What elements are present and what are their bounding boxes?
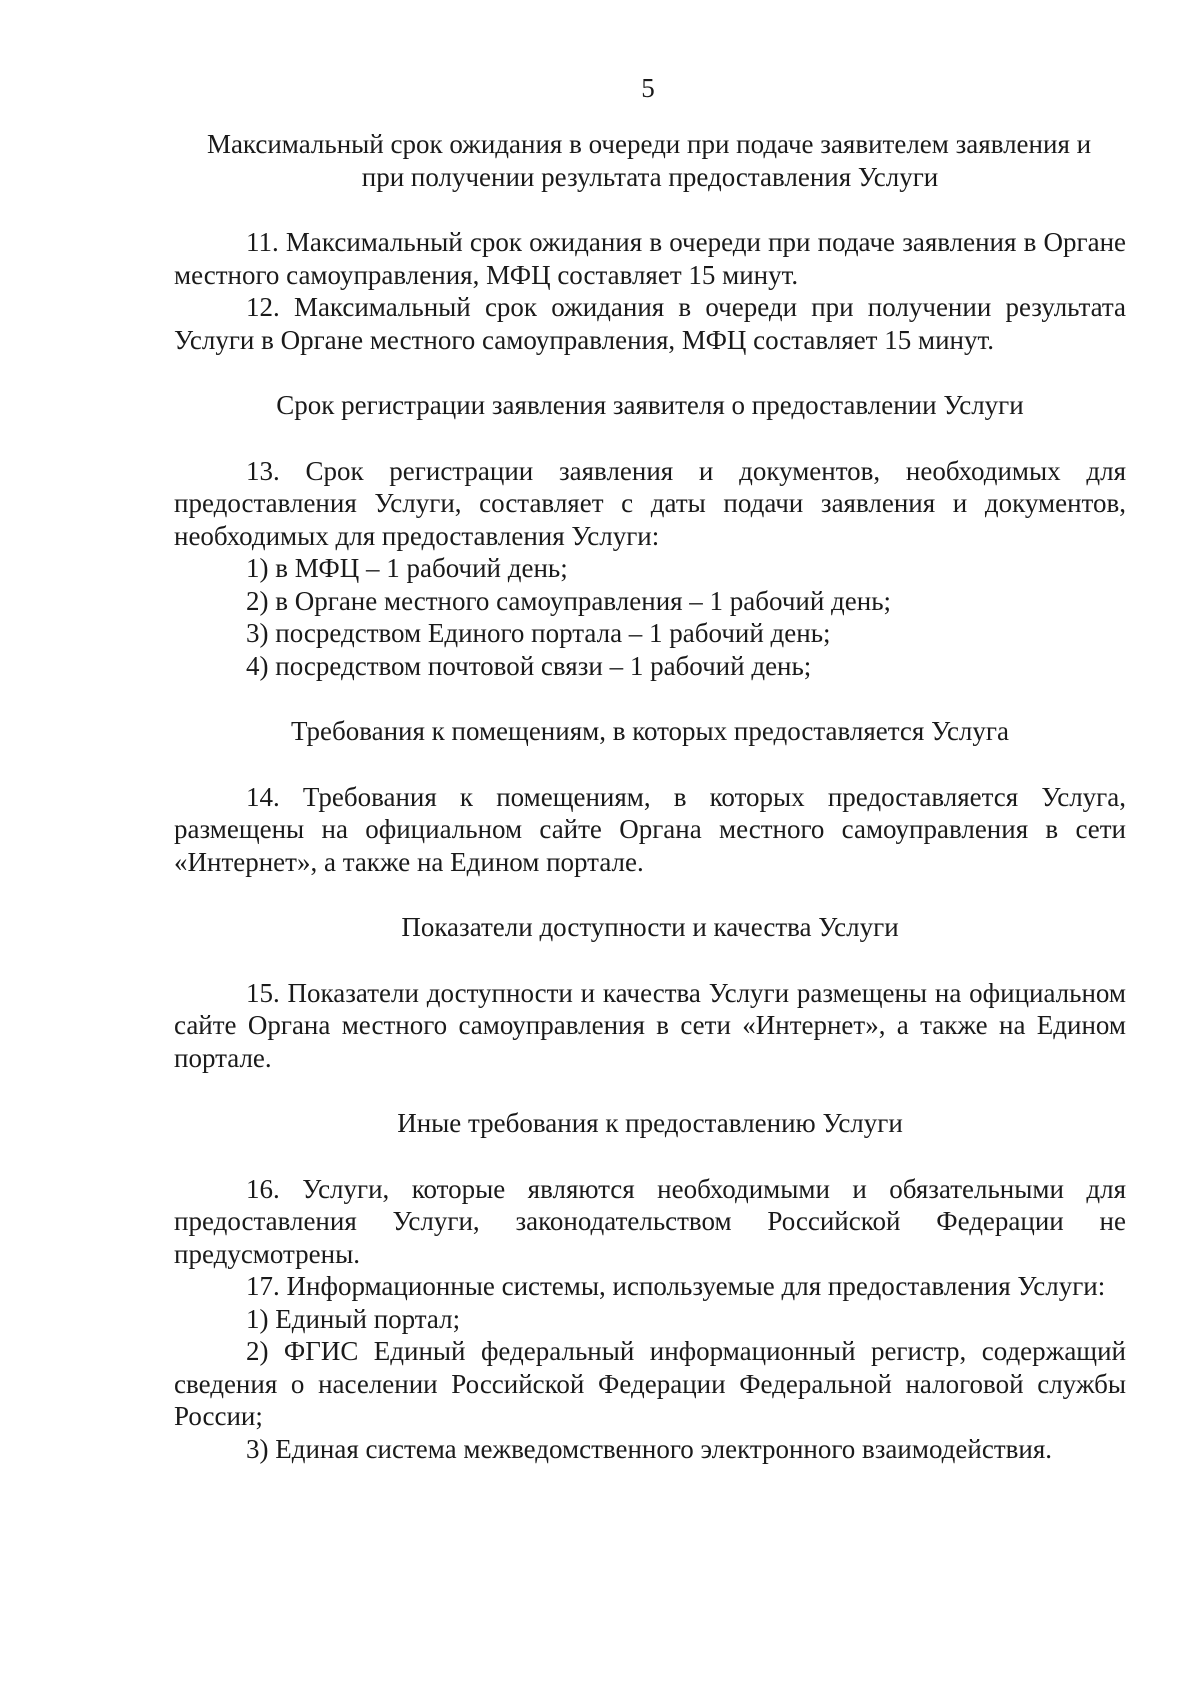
list-item: 3) Единая система межведомственного электронного взаимодействия. bbox=[246, 1433, 1052, 1464]
section-heading-waiting-time-line2: при получении результата предоставления Услуги bbox=[361, 161, 939, 192]
list-item: 2) в Органе местного самоуправления – 1 рабочий день; bbox=[246, 585, 892, 616]
list-item: 1) Единый портал; bbox=[246, 1303, 461, 1334]
paragraph-17: 17. Информационные системы, используемые для предоставления Услуги: bbox=[246, 1271, 1106, 1301]
list-item: 1) в МФЦ – 1 рабочий день; bbox=[246, 553, 568, 583]
list-item: 2) ФГИС Единый федеральный информационный регистр, содержащий сведения о населении Российской Федерации Федеральной налоговой службы России; bbox=[174, 1336, 1126, 1431]
list-item: 4) посредством почтовой связи – 1 рабочий день; bbox=[246, 650, 812, 681]
paragraph-15: 15. Показатели доступности и качества Услуги размещены на официальном сайте Органа местного самоуправления в сети «Интернет», а также на Едином портале. bbox=[174, 977, 1126, 1073]
list-item: 3) посредством Единого портала – 1 рабочий день; bbox=[246, 618, 831, 648]
paragraph-13: 13. Срок регистрации заявления и документов, необходимых для предоставления Услуги, составляет с даты подачи заявления и документов, необходимых для предоставления Услуги: bbox=[174, 455, 1126, 551]
section-heading-waiting-time-line1: Максимальный срок ожидания в очереди при подаче заявителем заявления и bbox=[206, 129, 1092, 159]
section-heading-other-requirements: Иные требования к предоставлению Услуги bbox=[397, 1108, 903, 1138]
page-number: 5 bbox=[641, 73, 655, 103]
section-heading-premises: Требования к помещениям, в которых предоставляется Услуга bbox=[291, 716, 1009, 746]
document-body bbox=[174, 128, 1126, 1465]
paragraph-11: 11. Максимальный срок ожидания в очереди при подаче заявления в Органе местного самоуправления, МФЦ составляет 15 минут. bbox=[174, 227, 1126, 290]
paragraph-14: 14. Требования к помещениям, в которых предоставляется Услуга, размещены на официальном сайте Органа местного самоуправления в сети «Интернет», а также на Едином портале. bbox=[174, 781, 1126, 877]
paragraph-12: 12. Максимальный срок ожидания в очереди при получении результата Услуги в Органе местного самоуправления, МФЦ составляет 15 минут. bbox=[174, 292, 1126, 355]
section-heading-registration: Срок регистрации заявления заявителя о предоставлении Услуги bbox=[276, 390, 1024, 420]
section-heading-accessibility: Показатели доступности и качества Услуги bbox=[401, 912, 899, 942]
paragraph-16: 16. Услуги, которые являются необходимыми и обязательными для предоставления Услуги, законодательством Российской Федерации не предусмотрены. bbox=[174, 1173, 1126, 1269]
